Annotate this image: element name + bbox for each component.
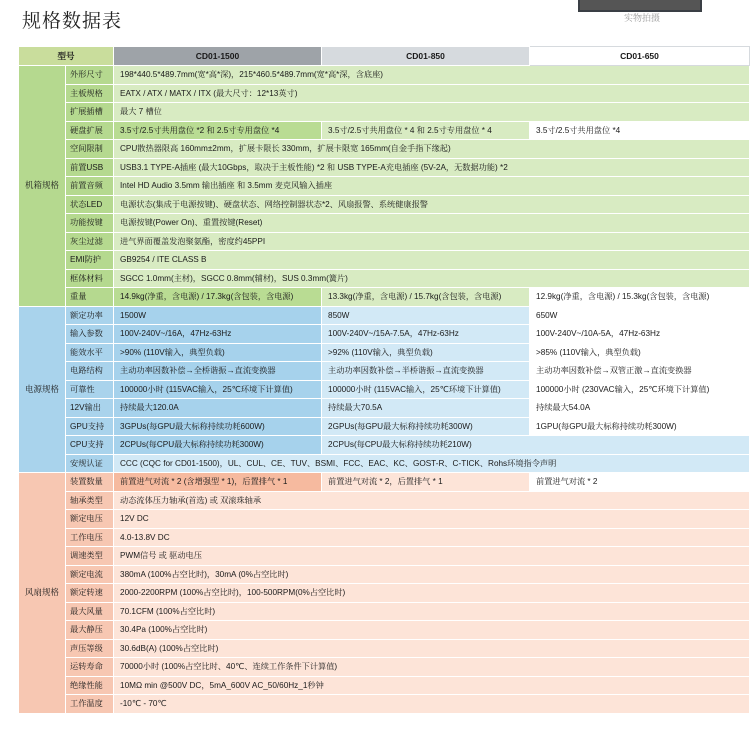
spec-value: -10℃ - 70℃ (114, 695, 750, 714)
row-label: 电路结构 (66, 362, 114, 381)
row-label: 安规认证 (66, 454, 114, 473)
spec-row (19, 362, 750, 381)
spec-row (19, 121, 750, 140)
spec-value: 30.6dB(A) (100%占空比时) (114, 639, 750, 658)
row-label: 灰尘过滤 (66, 232, 114, 251)
header-label: 型号 (19, 47, 114, 66)
spec-row (19, 491, 750, 510)
spec-value: 动态流体压力轴承(首选) 或 双滚珠轴承 (114, 491, 750, 510)
spec-row (19, 158, 750, 177)
group-label: 电源规格 (19, 306, 66, 473)
spec-value: 10MΩ min @500V DC，5mA_600V AC_50/60Hz_1秒钟 (114, 676, 750, 695)
row-label: 最大静压 (66, 621, 114, 640)
spec-value: 持续最大70.5A (322, 399, 530, 418)
spec-value: 100000小时 (115VAC输入，25℃环境下计算值) (322, 380, 530, 399)
spec-row (19, 232, 750, 251)
row-label: CPU支持 (66, 436, 114, 455)
row-label: 运转寿命 (66, 658, 114, 677)
spec-value: CPU散热器限高 160mm±2mm，扩展卡限长 330mm，扩展卡限宽 165mm(自金手指下缘起) (114, 140, 750, 159)
spec-value: 前置进气对流 * 2 (530, 473, 750, 492)
spec-value: 2CPUs(每CPU最大标称持续功耗210W) (322, 436, 750, 455)
row-label: 可靠性 (66, 380, 114, 399)
row-label: 装置数量 (66, 473, 114, 492)
spec-row (19, 380, 750, 399)
row-label: 工作温度 (66, 695, 114, 714)
spec-value: 持续最大54.0A (530, 399, 750, 418)
header-row (19, 47, 750, 66)
spec-value: 3.5寸/2.5寸共用盘位 *2 和 2.5寸专用盘位 *4 (114, 121, 322, 140)
row-label: 主板规格 (66, 84, 114, 103)
spec-value: 100V-240V~/15A-7.5A，47Hz-63Hz (322, 325, 530, 344)
spec-value: 12V DC (114, 510, 750, 529)
spec-row (19, 676, 750, 695)
spec-value: 380mA (100%占空比时)，30mA (0%占空比时) (114, 565, 750, 584)
spec-value: 100V-240V~/10A-5A，47Hz-63Hz (530, 325, 750, 344)
model-cd01-1500: CD01-1500 (114, 47, 322, 66)
model-cd01-850: CD01-850 (322, 47, 530, 66)
spec-value: PWM信号 或 驱动电压 (114, 547, 750, 566)
row-label: 空间限制 (66, 140, 114, 159)
row-label: 最大风量 (66, 602, 114, 621)
spec-row (19, 565, 750, 584)
spec-value: 198*440.5*489.7mm(宽*高*深)，215*460.5*489.7mm(宽*高*深，含底座) (114, 66, 750, 85)
spec-value: 100V-240V~/16A，47Hz-63Hz (114, 325, 322, 344)
row-label: 额定电压 (66, 510, 114, 529)
spec-value: 2GPUs(每GPU最大标称持续功耗300W) (322, 417, 530, 436)
row-label: 额定电流 (66, 565, 114, 584)
row-label: EMI防护 (66, 251, 114, 270)
row-label: 绝缘性能 (66, 676, 114, 695)
spec-row (19, 84, 750, 103)
spec-row (19, 528, 750, 547)
spec-value: 2000-2200RPM (100%占空比时)，100-500RPM(0%占空比时) (114, 584, 750, 603)
spec-value: Intel HD Audio 3.5mm 输出插座 和 3.5mm 麦克风输入插座 (114, 177, 750, 196)
spec-value: >85% (110V输入，典型负载) (530, 343, 750, 362)
spec-row (19, 177, 750, 196)
spec-row (19, 251, 750, 270)
spec-value: >92% (110V输入，典型负载) (322, 343, 530, 362)
spec-row (19, 325, 750, 344)
spec-row (19, 454, 750, 473)
spec-row (19, 417, 750, 436)
row-label: 硬盘扩展 (66, 121, 114, 140)
row-label: 额定转速 (66, 584, 114, 603)
row-label: 工作电压 (66, 528, 114, 547)
spec-row (19, 66, 750, 85)
spec-row (19, 343, 750, 362)
spec-value: 最大 7 槽位 (114, 103, 750, 122)
spec-value: GB9254 / ITE CLASS B (114, 251, 750, 270)
spec-value: 1GPU(每GPU最大标称持续功耗300W) (530, 417, 750, 436)
spec-value: 13.3kg(净重，含电源) / 15.7kg(含包装，含电源) (322, 288, 530, 307)
spec-row (19, 658, 750, 677)
spec-value: 3.5寸/2.5寸共用盘位 * 4 和 2.5寸专用盘位 * 4 (322, 121, 530, 140)
model-cd01-650: CD01-650 (530, 47, 750, 66)
row-label: 12V输出 (66, 399, 114, 418)
group-label: 风扇规格 (19, 473, 66, 714)
spec-value: 100000小时 (115VAC输入，25℃环境下计算值) (114, 380, 322, 399)
spec-row (19, 214, 750, 233)
spec-value: 前置进气对流 * 2，后置排气 * 1 (322, 473, 530, 492)
spec-row (19, 269, 750, 288)
row-label: 外形尺寸 (66, 66, 114, 85)
spec-row (19, 621, 750, 640)
spec-row (19, 103, 750, 122)
row-label: 轴承类型 (66, 491, 114, 510)
row-label: 功能按键 (66, 214, 114, 233)
spec-value: CCC (CQC for CD01-1500)，UL、CUL、CE、TUV、BSMI、FCC、EAC、KC、GOST-R、C-TICK、Rohs环境指令声明 (114, 454, 750, 473)
spec-value: SGCC 1.0mm(主材)，SGCC 0.8mm(辅材)，SUS 0.3mm(簧片) (114, 269, 750, 288)
row-label: 调速类型 (66, 547, 114, 566)
row-label: 额定功率 (66, 306, 114, 325)
row-label: 框体材料 (66, 269, 114, 288)
spec-row (19, 584, 750, 603)
spec-value: 2CPUs(每CPU最大标称持续功耗300W) (114, 436, 322, 455)
row-label: 声压等级 (66, 639, 114, 658)
spec-row (19, 473, 750, 492)
row-label: GPU支持 (66, 417, 114, 436)
spec-value: 14.9kg(净重，含电源) / 17.3kg(含包装，含电源) (114, 288, 322, 307)
spec-value: 100000小时 (230VAC输入，25℃环境下计算值) (530, 380, 750, 399)
row-label: 前置USB (66, 158, 114, 177)
page-title: 规格数据表 (22, 11, 123, 32)
spec-value: EATX / ATX / MATX / ITX (最大尺寸：12*13英寸) (114, 84, 750, 103)
row-label: 能效水平 (66, 343, 114, 362)
spec-value: 主动功率因数补偿→全桥谐振→直流变换器 (114, 362, 322, 381)
spec-value: 1500W (114, 306, 322, 325)
spec-table (18, 46, 750, 714)
spec-value: 850W (322, 306, 530, 325)
spec-value: 前置进气对流 * 2 (含增强型 * 1)，后置排气 * 1 (114, 473, 322, 492)
spec-row (19, 306, 750, 325)
spec-row (19, 602, 750, 621)
photo-caption: 实物拍摄 (624, 13, 661, 23)
spec-value: 3GPUs(每GPU最大标称持续功耗600W) (114, 417, 322, 436)
group-label: 机箱规格 (19, 66, 66, 307)
spec-row (19, 288, 750, 307)
spec-value: >90% (110V输入，典型负载) (114, 343, 322, 362)
spec-value: 主动功率因数补偿→双管正激→直流变换器 (530, 362, 750, 381)
spec-value: 12.9kg(净重，含电源) / 15.3kg(含包装，含电源) (530, 288, 750, 307)
row-label: 状态LED (66, 195, 114, 214)
spec-value: 30.4Pa (100%占空比时) (114, 621, 750, 640)
spec-value: 进气界面覆盖发泡聚氨酯，密度约45PPI (114, 232, 750, 251)
spec-row (19, 140, 750, 159)
spec-value: 电源按键(Power On)、重置按键(Reset) (114, 214, 750, 233)
spec-value: 650W (530, 306, 750, 325)
spec-value: USB3.1 TYPE-A插座 (最大10Gbps，取决于主板性能) *2 和 USB TYPE-A充电插座 (5V-2A，无数据功能) *2 (114, 158, 750, 177)
spec-row (19, 510, 750, 529)
spec-value: 3.5寸/2.5寸共用盘位 *4 (530, 121, 750, 140)
row-label: 前置音频 (66, 177, 114, 196)
spec-value: 4.0-13.8V DC (114, 528, 750, 547)
spec-value: 70000小时 (100%占空比时、40℃、连续工作条件下计算值) (114, 658, 750, 677)
spec-row (19, 695, 750, 714)
spec-row (19, 399, 750, 418)
spec-row (19, 436, 750, 455)
spec-row (19, 547, 750, 566)
spec-value: 持续最大120.0A (114, 399, 322, 418)
row-label: 重量 (66, 288, 114, 307)
row-label: 扩展插槽 (66, 103, 114, 122)
spec-value: 70.1CFM (100%占空比时) (114, 602, 750, 621)
spec-row (19, 195, 750, 214)
spec-value: 电源状态(集成于电源按键)、硬盘状态、网络控制器状态*2、风扇报警、系统健康报警 (114, 195, 750, 214)
spec-value: 主动功率因数补偿→半桥谐振→直流变换器 (322, 362, 530, 381)
row-label: 输入参数 (66, 325, 114, 344)
spec-row (19, 639, 750, 658)
